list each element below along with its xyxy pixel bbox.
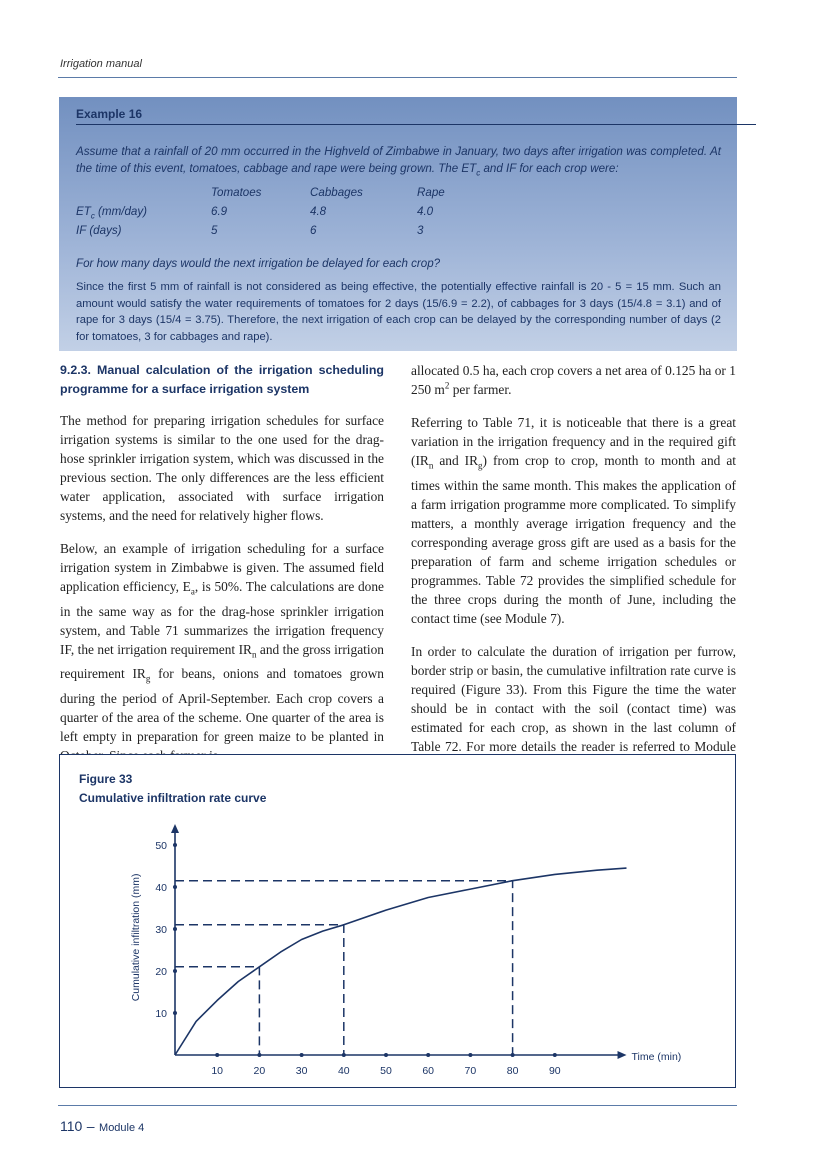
paragraph: allocated 0.5 ha, each crop covers a net area of 0.125 ha or 1 250 $m^2$ per farmer. (411, 363, 736, 397)
y-tick-mark (173, 927, 177, 931)
x-axis-arrow (618, 1051, 627, 1059)
x-tick-label: 30 (295, 1065, 308, 1077)
y-tick-mark (173, 969, 177, 973)
example-box (59, 97, 737, 351)
y-tick-label: 30 (155, 924, 167, 936)
figure-box (59, 754, 736, 1088)
running-header: Irrigation manual (60, 58, 142, 70)
table-cell: 6.9 (211, 205, 228, 218)
y-tick-mark (173, 885, 177, 889)
y-tick-mark (173, 843, 177, 847)
example-table (76, 183, 477, 240)
reference-dashed-line (175, 967, 259, 1055)
y-tick-label: 10 (155, 1008, 167, 1020)
paragraph: Below, an example of irrigation scheduling for a surface irrigation system in Zimbabwe is given. The assumed field application efficiency, $E_a$, is 50%. The calculations are done in the same way as for the drag-hose sprinkler irrigation system, and Table 71 summarizes the irrigation frequency IF, the net irrigation requirement $IR_n$ and the gross irrigation requirement $IR_g$ for beans, onions and tomatoes grown during the period of April-September. Each crop covers a quarter of the area of the scheme. One quarter of the area is left empty in preparation for green maize to be planted in (60, 541, 384, 745)
x-tick-mark (426, 1053, 430, 1057)
y-axis-arrow (171, 824, 179, 833)
table-row (76, 202, 477, 221)
x-tick-label: 70 (464, 1065, 477, 1077)
y-tick-label: 40 (155, 882, 167, 894)
table-header-cell: Tomatoes (211, 186, 262, 199)
reference-dashed-line (175, 925, 344, 1055)
figure-caption: Cumulative infiltration rate curve (79, 791, 267, 805)
section-heading: 9.2.3. Manual calculation of the irrigation scheduling programme for a surface irrigation system (60, 363, 384, 396)
x-tick-label: 60 (422, 1065, 435, 1077)
y-tick-label: 20 (155, 966, 167, 978)
y-axis-label: Cumulative infiltration (mm) (130, 873, 142, 1002)
x-tick-label: 40 (337, 1065, 350, 1077)
x-axis-label: Time (min) (631, 1051, 682, 1063)
table-header-cell: Cabbages (310, 186, 363, 199)
x-tick-label: 50 (380, 1065, 392, 1077)
x-tick-label: 10 (211, 1065, 224, 1077)
left-column (60, 361, 384, 779)
x-tick-mark (468, 1053, 472, 1057)
x-tick-label: 20 (253, 1065, 266, 1077)
y-tick-mark (173, 1011, 177, 1015)
table-cell: 4.0 (417, 205, 434, 218)
example-title: Example 16 (76, 107, 756, 125)
footer-rule (58, 1105, 737, 1106)
table-header-cell: Rape (417, 186, 445, 199)
x-tick-label: 90 (548, 1065, 561, 1077)
example-intro: Assume that a rainfall of 20 mm occurred in the Highveld of Zimbabwe in January, two days after irrigation was completed. At the time of this event, tomatoes, cabbage and rape were being grown. The $ET_c$ and IF for each crop were: (76, 145, 721, 178)
table-row (76, 221, 477, 240)
example-table-header-row (76, 183, 477, 202)
table-cell: 5 (211, 224, 218, 237)
paragraph: Referring to Table 71, it is noticeable that there is a great variation in the irrigation frequency and in the required gift ($IR_n$ and $IR_g$) from crop to crop, month to month and at times within the same month. This makes the application of a farm irrigation programme more complicated. To simplify matters, a monthly average irrigation frequency and the corresponding average gross gift are used as a basis for the preparation of farm and scheme irrigation schedules or programmes. Table 72 provides the simplified schedule for the three crops during the month of June, including the contact time (see Module 7). (411, 415, 737, 626)
example-question: For how many days would the next irrigation be delayed for each crop? (76, 257, 441, 270)
footer-module: Module 4 (99, 1122, 145, 1134)
table-row-label: IF (days) (76, 224, 122, 237)
table-header-cell (76, 183, 211, 202)
x-tick-mark (300, 1053, 304, 1057)
footer (60, 1118, 144, 1136)
infiltration-chart (60, 755, 735, 1087)
figure-number: Figure 33 (79, 772, 133, 786)
right-column (411, 361, 736, 789)
table-cell: 4.8 (310, 205, 327, 218)
paragraph: In order to calculate the duration of irrigation per furrow, border strip or basin, the cumulative infiltration rate curve is required (Figure 33). From this Figure the time the water should be in contact with the soil (contact time) was estimated for each crop, as shown in the last column of Table 72. For more details the reader is referred to Module (411, 643, 736, 754)
example-answer: Since the first 5 mm of rainfall is not considered as being effective, the potentially effective rainfall is 20 - 5 = 15 mm. Such an amount would satisfy the water requirements of tomatoes for 2 days (15/6.9 = 2.2), of cabbages for 3 days (15/4.8 = 3.1) and of rape for 3 days (15/4 = 3.75). Therefore, the next irrigation of each crop can be delayed by the corresponding number of days (2 for tomatoes, 3 for cabbages and rape). (76, 281, 721, 343)
x-tick-mark (384, 1053, 388, 1057)
x-tick-mark (553, 1053, 557, 1057)
y-tick-label: 50 (155, 840, 167, 852)
page-number: 110 (60, 1118, 83, 1134)
paragraph: The method for preparing irrigation schedules for surface irrigation systems is similar to the one used for the drag-hose sprinkler irrigation system, which was discussed in the previous section. The only differences are the less efficient water application, associated with surface irrigation systems, and the need for relatively higher flows. (60, 413, 384, 523)
footer-dash: – (86, 1118, 95, 1134)
header-rule (58, 77, 737, 78)
table-cell: 6 (310, 224, 317, 237)
x-tick-mark (215, 1053, 219, 1057)
infiltration-curve (175, 868, 627, 1055)
table-cell: 3 (417, 224, 424, 237)
x-tick-label: 80 (506, 1065, 519, 1077)
table-row-label: $ET_c$ (mm/day) (76, 205, 147, 221)
